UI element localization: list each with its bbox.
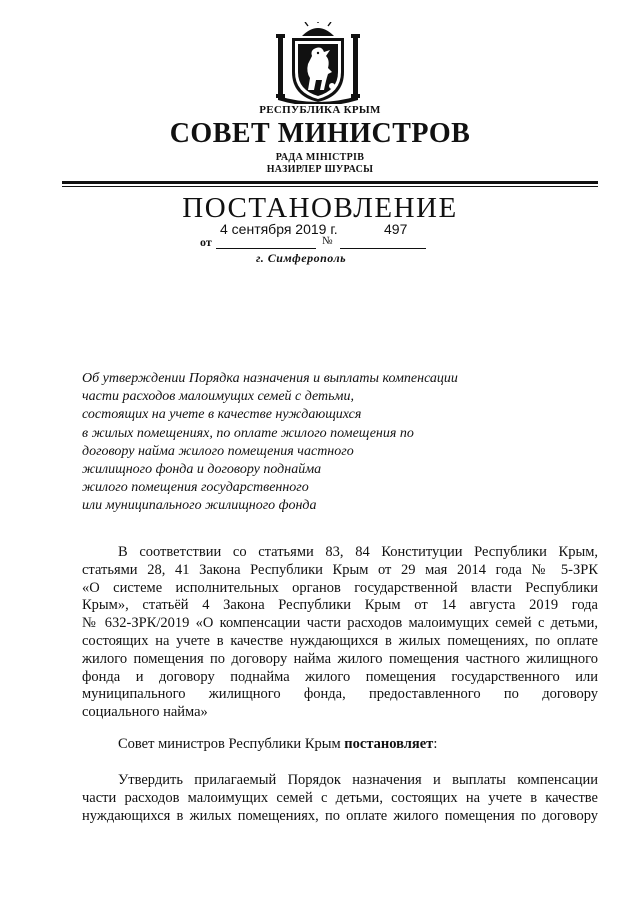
crimea-coat-of-arms-icon <box>272 22 364 104</box>
date-number-line <box>200 221 430 249</box>
title-line: жилого помещения государственного <box>82 480 309 496</box>
council-title: СОВЕТ МИНИСТРОВ <box>169 118 471 149</box>
document-type: ПОСТАНОВЛЕНИЕ <box>182 192 458 224</box>
paragraph-line: фонда и договору поднайма жилого помещения государственного или <box>82 668 598 685</box>
council-title-ukrainian: РАДА МІНІСТРІВ <box>275 152 365 163</box>
paragraph-line: состоящих на учете в качестве нуждающихся в жилых помещениях, по оплате <box>82 632 598 649</box>
header-divider-thin <box>62 186 598 187</box>
title-line: состоящих на учете в качестве нуждающихся <box>82 407 362 423</box>
resolution-keyword: постановляет <box>344 736 434 752</box>
paragraph-line: «О системе исполнительных органов государственной власти Республики <box>82 579 598 596</box>
paragraph-line: № 632-ЗРК/2019 «О компенсации части расходов малоимущих семей с детьми, <box>82 615 598 632</box>
title-line: Об утверждении Порядка назначения и выплаты компенсации <box>82 371 458 386</box>
title-line: в жилых помещениях, по оплате жилого помещения по <box>82 425 414 441</box>
city-name: г. Симферополь <box>256 251 347 265</box>
handwritten-date: 4 сентября 2019 г. <box>220 221 338 237</box>
resolution-statement-text: Совет министров Республики Крым <box>118 736 345 752</box>
title-line: договору найма жилого помещения частного <box>82 443 354 459</box>
document-title <box>82 370 522 516</box>
preamble-paragraph <box>82 544 598 722</box>
resolution-colon: : <box>433 736 438 752</box>
paragraph-line: жилого помещения по договору найма жилого помещения частного жилищного <box>82 650 598 667</box>
title-line: или муниципального жилищного фонда <box>82 498 317 514</box>
paragraph-line: В соответствии со статьями 83, 84 Конституции Республики Крым, <box>118 544 598 560</box>
date-prefix-label: от <box>200 235 212 249</box>
paragraph-line: Утвердить прилагаемый Порядок назначения и выплаты компенсации <box>118 772 598 788</box>
handwritten-number: 497 <box>384 221 408 237</box>
paragraph-line: Крым», статьёй 4 Закона Республики Крым от 14 августа 2019 года <box>82 597 598 614</box>
paragraph-line: муниципального жилищного фонда, предоставленного по договору <box>82 686 598 703</box>
number-label: № <box>322 235 333 247</box>
header-divider-thick <box>62 181 598 184</box>
resolution-statement <box>82 736 598 754</box>
paragraph-line <box>82 736 598 754</box>
title-line: жилищного фонда и договору поднайма <box>82 462 322 478</box>
operative-paragraph <box>82 772 598 825</box>
paragraph-line: части расходов малоимущих семей с детьми, состоящих на учете в качестве <box>82 789 598 806</box>
number-underline <box>340 248 426 249</box>
council-title-crimean-tatar: НАЗИРЛЕР ШУРАСЫ <box>266 164 374 175</box>
date-underline <box>216 248 316 249</box>
paragraph-line: социального найма» <box>82 704 208 721</box>
title-line: части расходов малоимущих семей с детьми, <box>82 389 354 405</box>
paragraph-line: нуждающихся в жилых помещениях, по оплате жилого помещения по договору <box>82 807 598 824</box>
paragraph-line: статьями 28, 41 Закона Республики Крым от 29 мая 2014 года № 5-ЗРК <box>82 561 598 578</box>
republic-name: РЕСПУБЛИКА КРЫМ <box>259 104 381 116</box>
